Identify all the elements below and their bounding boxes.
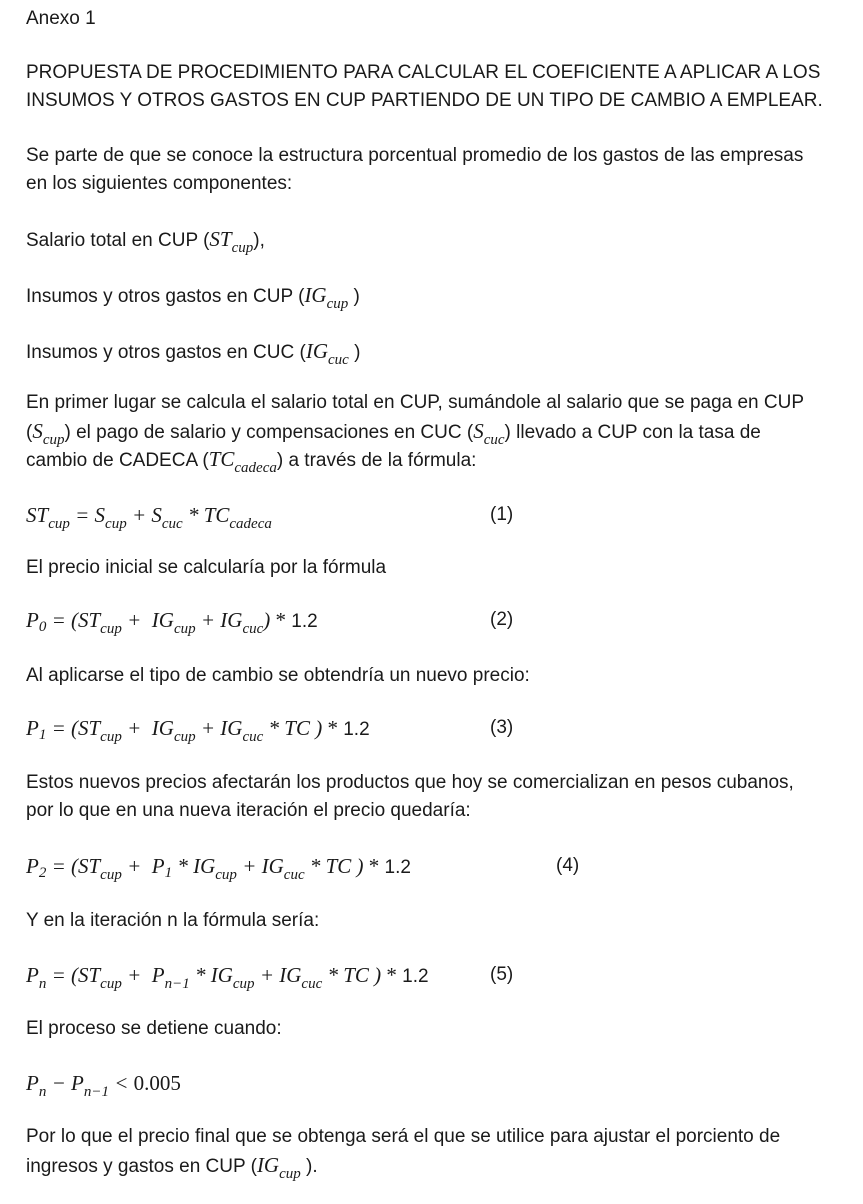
paragraph-iteration-line-2: por lo que en una nueva iteración el precio quedaría:	[26, 800, 471, 821]
paragraph-iteration-line-1: Estos nuevos precios afectarán los productos que hoy se comercializan en pesos cubanos,	[26, 772, 794, 793]
equation-5-number: (5)	[490, 964, 514, 985]
equation-2-number: (2)	[490, 609, 514, 630]
equation-1: $ST_{cup} = S_{cup} + S_{cuc} * TC_{cadeca}$	[26, 503, 272, 532]
stop-condition: $P_n - P_{n-1} < 0.005$	[26, 1071, 181, 1100]
equation-4: $P_2 = (ST_{cup} + P_1 * IG_{cup} + IG_{cuc}$ * TC ) * 1.2	[26, 854, 411, 883]
paragraph-initial-price: El precio inicial se calcularía por la fórmula	[26, 557, 387, 578]
component-inputs-cuc: Insumos y otros gastos en CUC ($IG_{cuc}$ )	[26, 339, 361, 368]
paragraph-salary-line-3: cambio de CADECA $(TC_{cadeca})$ a través de la fórmula:	[26, 447, 477, 476]
equation-3-number: (3)	[490, 717, 514, 738]
title-line-1: PROPUESTA DE PROCEDIMIENTO PARA CALCULAR EL COEFICIENTE A APLICAR A LOS	[26, 62, 821, 83]
component-salary: Salario total en CUP $(ST_{cup})$,	[26, 227, 265, 256]
title-line-2: INSUMOS Y OTROS GASTOS EN CUP PARTIENDO DE UN TIPO DE CAMBIO A EMPLEAR.	[26, 90, 823, 111]
equation-2: $P_0 = (ST_{cup} + IG_{cup} + IG_{cuc}) * 1.2$	[26, 608, 318, 637]
annex-heading: Anexo 1	[26, 8, 96, 29]
equation-4-number: (4)	[556, 855, 580, 876]
intro-line-2: en los siguientes componentes:	[26, 173, 293, 194]
paragraph-salary-line-2: $(S_{cup})$ el pago de salario y compensaciones en CUC $(S_{cuc})$ llevado a CUP con la tasa de	[26, 419, 761, 448]
equation-1-number: (1)	[490, 504, 514, 525]
component-inputs-cup: Insumos y otros gastos en CUP ($IG_{cup}$ )	[26, 283, 360, 312]
equation-3: $P_1 = (ST_{cup} + IG_{cup} + IG_{cuc}$ * TC ) * 1.2	[26, 716, 370, 745]
equation-5: $P_n = (ST_{cup} + P_{n-1} * IG_{cup} + IG_{cuc}$ * TC ) * 1.2	[26, 963, 429, 992]
paragraph-final-line-2: ingresos y gastos en CUP ($IG_{cup}$ ).	[26, 1153, 318, 1182]
paragraph-new-price: Al aplicarse el tipo de cambio se obtendría un nuevo precio:	[26, 665, 530, 686]
paragraph-salary-line-1: En primer lugar se calcula el salario total en CUP, sumándole al salario que se paga en CUP	[26, 392, 805, 413]
intro-line-1: Se parte de que se conoce la estructura porcentual promedio de los gastos de las empresas	[26, 145, 804, 166]
paragraph-final-line-1: Por lo que el precio final que se obtenga será el que se utilice para ajustar el porciento de	[26, 1126, 781, 1147]
paragraph-stop: El proceso se detiene cuando:	[26, 1018, 282, 1039]
paragraph-iteration-n: Y en la iteración n la fórmula sería:	[26, 910, 320, 931]
